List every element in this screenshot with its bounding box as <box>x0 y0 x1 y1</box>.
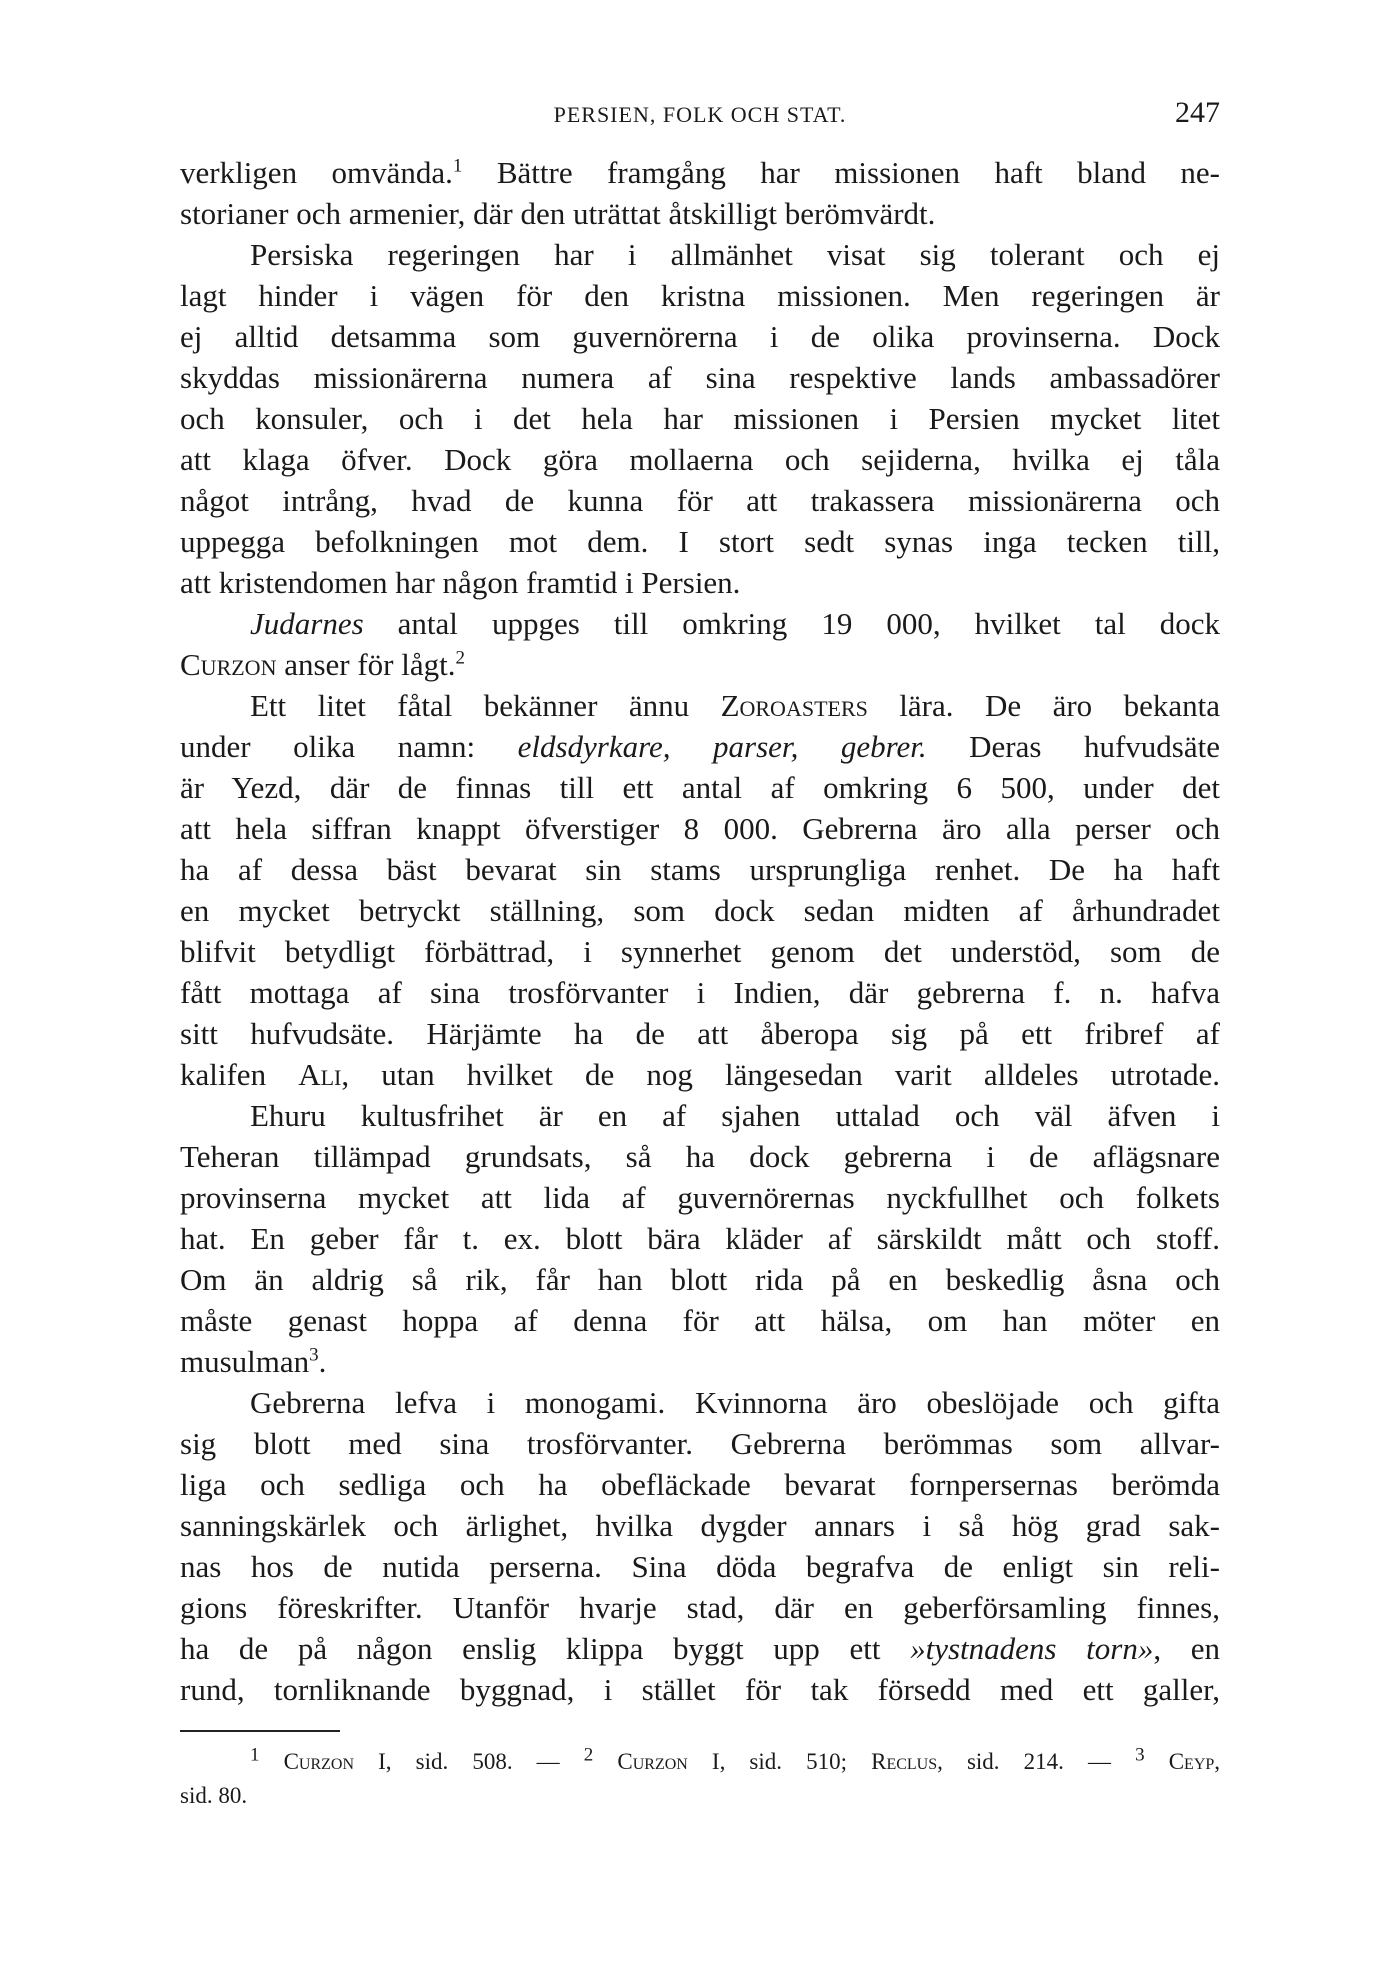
text-line: Om än aldrig så rik, får han blott rida på en beskedlig åsna och <box>180 1262 1220 1297</box>
text-line: verkligen omvända.$^1$ Bättre framgång har missionen haft bland ne- <box>180 155 1221 190</box>
text-line: musulman$^3$. <box>180 1344 327 1379</box>
text-line: att klaga öfver. Dock göra mollaerna och sejiderna, hvilka ej tåla <box>180 442 1220 477</box>
text-line: att hela siffran knappt öfverstiger 8 000. Gebrerna äro alla perser och <box>180 811 1220 846</box>
body-text <box>180 152 1220 1710</box>
footnote-divider <box>180 1730 340 1732</box>
text-line: att kristendomen har någon framtid i Persien. <box>180 565 741 600</box>
text-line: Persiska regeringen har i allmänhet visat sig tolerant och ej <box>250 237 1220 272</box>
running-title: PERSIEN, FOLK OCH STAT. <box>553 102 847 127</box>
text-line: blifvit betydligt förbättrad, i synnerhet genom det understöd, som de <box>180 934 1220 969</box>
text-line: ej alltid detsamma som guvernörerna i de olika provinserna. Dock <box>180 319 1220 354</box>
text-line: Curzon anser för lågt.$^2$ <box>180 647 465 682</box>
text-line: Teheran tillämpad grundsats, så ha dock gebrerna i de aflägsnare <box>180 1139 1220 1174</box>
page-number: 247 <box>1175 96 1220 129</box>
text-line: skyddas missionärerna numera af sina respektive lands ambassadörer <box>180 360 1220 395</box>
text-line: hat. En geber får t. ex. blott bära kläder af särskildt mått och stoff. <box>180 1221 1220 1256</box>
text-line: något intrång, hvad de kunna för att trakassera missionärerna och <box>180 483 1220 518</box>
text-line: lagt hinder i vägen för den kristna missionen. Men regeringen är <box>180 278 1220 313</box>
text-line: måste genast hoppa af denna för att hälsa, om han möter en <box>180 1303 1220 1338</box>
footnotes <box>180 1745 1220 1813</box>
text-line: är Yezd, där de finnas till ett antal af omkring 6 500, under det <box>180 770 1220 805</box>
text-line: rund, tornliknande byggnad, i stället för tak försedd med ett galler, <box>180 1672 1220 1707</box>
footnote-line: $^1$ Curzon I, sid. 508. — $^2$ Curzon I, sid. 510; Reclus, sid. 214. — $^3$ Ceyp, <box>250 1744 1221 1774</box>
text-line: uppegga befolkningen mot dem. I stort sedt synas inga tecken till, <box>180 524 1220 559</box>
text-line: fått mottaga af sina trosförvanter i Indien, där gebrerna f. n. hafva <box>180 975 1220 1010</box>
text-line: Gebrerna lefva i monogami. Kvinnorna äro obeslöjade och gifta <box>250 1385 1220 1420</box>
text-line: Ett litet fåtal bekänner ännu Zoroasters lära. De äro bekanta <box>250 688 1220 723</box>
text-line: Judarnes antal uppges till omkring 19 000, hvilket tal dock <box>250 606 1220 641</box>
text-line: ha de på någon enslig klippa byggt upp ett »tystnadens torn», en <box>180 1631 1220 1666</box>
text-line: en mycket betryckt ställning, som dock sedan midten af århundradet <box>180 893 1220 928</box>
running-header <box>180 96 1220 136</box>
text-line: liga och sedliga och ha obefläckade bevarat fornpersernas berömda <box>180 1467 1220 1502</box>
footnote-ref: 3 <box>309 1344 319 1366</box>
text-line: sitt hufvudsäte. Härjämte ha de att åberopa sig på ett fribref af <box>180 1016 1220 1051</box>
text-line: kalifen Ali, utan hvilket de nog längesedan varit alldeles utrotade. <box>180 1057 1220 1092</box>
text-line: ha af dessa bäst bevarat sin stams ursprungliga renhet. De ha haft <box>180 852 1220 887</box>
text-line: storianer och armenier, där den uträttat åtskilligt berömvärdt. <box>180 196 936 231</box>
text-line: gions föreskrifter. Utanför hvarje stad, där en geberförsamling finnes, <box>180 1590 1220 1625</box>
text-line: under olika namn: eldsdyrkare, parser, gebrer. Deras hufvudsäte <box>180 729 1220 764</box>
text-line: sig blott med sina trosförvanter. Gebrerna berömmas som allvar- <box>180 1426 1220 1461</box>
footnote-ref: 2 <box>455 647 465 669</box>
text-line: och konsuler, och i det hela har missionen i Persien mycket litet <box>180 401 1220 436</box>
text-line: provinserna mycket att lida af guvernörernas nyckfullhet och folkets <box>180 1180 1220 1215</box>
text-line: Ehuru kultusfrihet är en af sjahen uttalad och väl äfven i <box>250 1098 1220 1133</box>
text-line: sanningskärlek och ärlighet, hvilka dygder annars i så hög grad sak- <box>180 1508 1220 1543</box>
footnote-ref: 1 <box>452 155 463 177</box>
footnote-line: sid. 80. <box>180 1783 248 1808</box>
text-line: nas hos de nutida perserna. Sina döda begrafva de enligt sin reli- <box>180 1549 1220 1584</box>
